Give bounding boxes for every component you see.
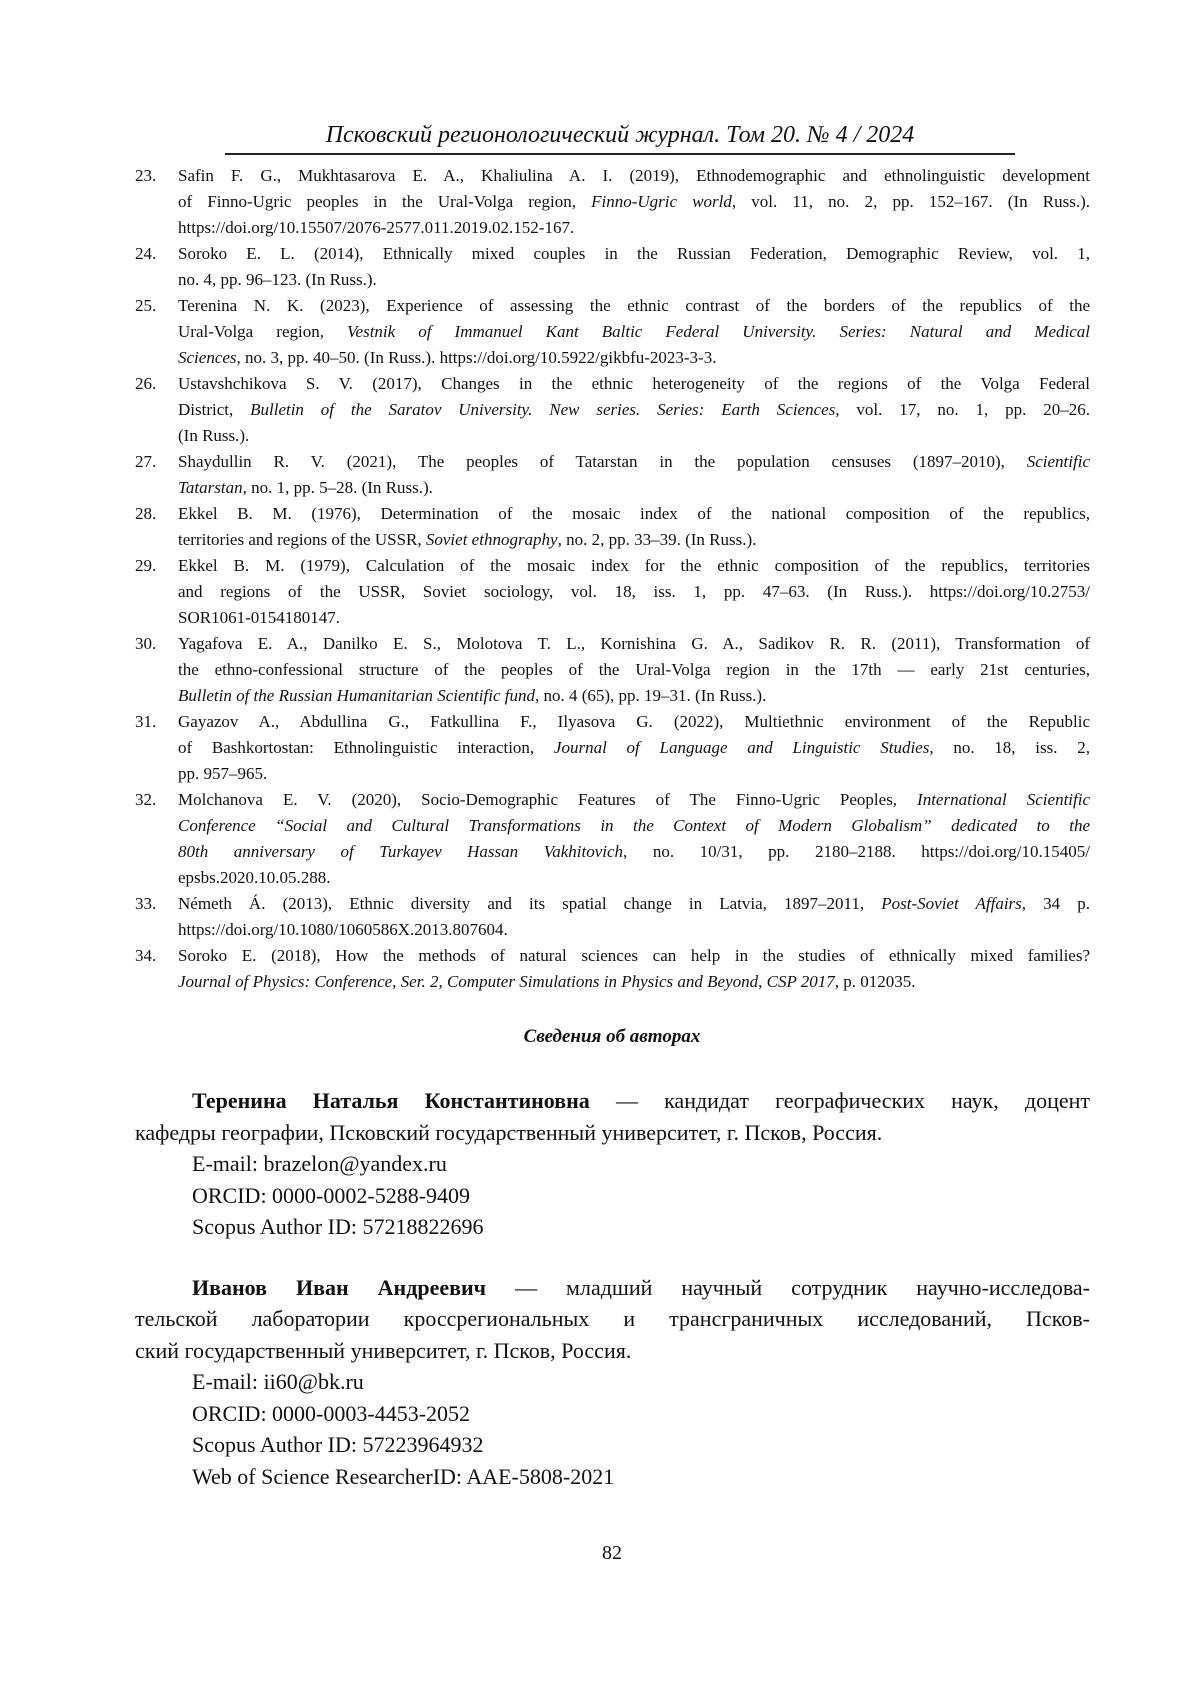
- reference-line: [178, 657, 1090, 683]
- text-segment: vol. 17, no. 1, pp. 20–26.: [840, 400, 1090, 419]
- text-segment: Terenina N. K. (2023), Experience of assessing the ethnic contrast of the borders of the republics of the: [178, 296, 1090, 315]
- author-identifier: [135, 1180, 1090, 1212]
- reference-line-text: [178, 293, 1090, 319]
- reference-line: [178, 371, 1090, 397]
- reference-line-text: [178, 267, 377, 293]
- reference-line-text: [178, 163, 1090, 189]
- reference-item: [135, 891, 1090, 943]
- text-segment: of Bashkortostan: Ethnolinguistic interaction,: [178, 738, 554, 757]
- reference-line: [178, 683, 1090, 709]
- italic-title-segment: Sciences: [178, 348, 237, 367]
- author-identifier: [135, 1211, 1090, 1243]
- italic-title-segment: Tatarstan: [178, 478, 243, 497]
- text-segment: Ekkel B. M. (1979), Calculation of the mosaic index for the ethnic composition of the republics, territories: [178, 556, 1090, 575]
- author-description-line: [135, 1303, 1090, 1335]
- text-segment: , 34 p.: [1022, 894, 1090, 913]
- reference-line: [178, 813, 1090, 839]
- reference-item: [135, 553, 1090, 631]
- reference-line: [178, 891, 1090, 917]
- reference-item: [135, 449, 1090, 501]
- italic-title-segment: International Scientific: [917, 790, 1090, 809]
- reference-number: 23.: [135, 163, 156, 189]
- reference-line-text: [178, 709, 1090, 735]
- reference-line: [178, 865, 1090, 891]
- reference-line: [178, 605, 1090, 631]
- text-segment: pp. 957–965.: [178, 764, 267, 783]
- reference-line-text: [178, 241, 1090, 267]
- author-block: [135, 1272, 1090, 1493]
- text-segment: , no. 3, pp. 40–50. (In Russ.). https://doi.org/10.5922/gikbfu-2023-3-3.: [237, 348, 717, 367]
- italic-title-segment: Bulletin of the Saratov University. New series. Series: Earth Sciences,: [250, 400, 839, 419]
- text-segment: (In Russ.).: [178, 426, 249, 445]
- page-number: 82: [0, 1540, 1200, 1566]
- author-identifier: [135, 1429, 1090, 1461]
- reference-line-text: [178, 501, 1090, 527]
- author-description: — младший научный сотрудник научно-исследова-: [486, 1275, 1090, 1300]
- text-segment: no. 4, pp. 96–123. (In Russ.).: [178, 270, 377, 289]
- author-description-line: [135, 1335, 1090, 1367]
- italic-title-segment: Vestnik of Immanuel Kant Baltic Federal University. Series: Natural and Medical: [347, 322, 1090, 341]
- reference-line-text: [178, 449, 1090, 475]
- author-description-line: [135, 1272, 1090, 1304]
- italic-title-segment: Post-Soviet Affairs: [881, 894, 1022, 913]
- author-identifier: [135, 1366, 1090, 1398]
- text-segment: Shaydullin R. V. (2021), The peoples of Tatarstan in the population censuses (1897–2010),: [178, 452, 1027, 471]
- reference-line-text: [178, 605, 340, 631]
- text-segment: , no. 18, iss. 2,: [929, 738, 1090, 757]
- reference-line: [178, 267, 1090, 293]
- reference-list: [135, 163, 1090, 995]
- text-segment: Ustavshchikova S. V. (2017), Changes in the ethnic heterogeneity of the regions of the Volga Federal: [178, 374, 1090, 393]
- author-description-line: [135, 1117, 1090, 1149]
- text-segment: Gayazov A., Abdullina G., Fatkullina F., Ilyasova G. (2022), Multiethnic environment of the Republic: [178, 712, 1090, 731]
- reference-item: [135, 631, 1090, 709]
- authors-section-title: Сведения об авторах: [0, 1024, 1200, 1050]
- reference-line-text: [178, 657, 1090, 683]
- reference-line: [178, 475, 1090, 501]
- reference-line: [178, 163, 1090, 189]
- author-name: Иванов Иван Андреевич: [192, 1275, 486, 1300]
- reference-line-text: [178, 761, 267, 787]
- text-segment: Safin F. G., Mukhtasarova E. A., Khaliulina A. I. (2019), Ethnodemographic and ethnolinguistic development: [178, 166, 1090, 185]
- reference-line: [178, 241, 1090, 267]
- italic-title-segment: Soviet ethnography: [426, 530, 558, 549]
- reference-line-text: [178, 787, 1090, 813]
- reference-line-text: [178, 943, 1090, 969]
- author-line-text: [192, 1085, 1090, 1117]
- reference-number: 28.: [135, 501, 156, 527]
- reference-item: [135, 293, 1090, 371]
- reference-line-text: [178, 475, 433, 501]
- reference-line-text: [178, 345, 716, 371]
- author-identifier-text: ORCID: 0000-0003-4453-2052: [192, 1398, 470, 1430]
- author-identifier: [135, 1461, 1090, 1493]
- reference-line-text: [178, 371, 1090, 397]
- text-segment: District,: [178, 400, 250, 419]
- text-segment: , no. 4 (65), pp. 19–31. (In Russ.).: [535, 686, 766, 705]
- author-description: тельской лаборатории кроссрегиональных и трансграничных исследований, Псков-: [135, 1306, 1090, 1331]
- text-segment: Ural-Volga region,: [178, 322, 347, 341]
- reference-line-text: [178, 917, 508, 943]
- author-identifier-text: Scopus Author ID: 57223964932: [192, 1429, 484, 1461]
- reference-line: [178, 761, 1090, 787]
- author-identifier: [135, 1398, 1090, 1430]
- text-segment: , p. 012035.: [835, 972, 916, 991]
- author-identifier-text: E-mail: brazelon@yandex.ru: [192, 1148, 447, 1180]
- reference-line: [178, 969, 1090, 995]
- reference-line: [178, 709, 1090, 735]
- reference-item: [135, 371, 1090, 449]
- text-segment: Ekkel B. M. (1976), Determination of the mosaic index of the national composition of the republics,: [178, 504, 1090, 523]
- text-segment: https://doi.org/10.15507/2076-2577.011.2019.02.152-167.: [178, 218, 574, 237]
- text-segment: Soroko E. L. (2014), Ethnically mixed couples in the Russian Federation, Demographic Review, vol. 1,: [178, 244, 1090, 263]
- text-segment: https://doi.org/10.1080/1060586X.2013.807604.: [178, 920, 508, 939]
- authors-info: [135, 1085, 1090, 1521]
- author-identifier: [135, 1148, 1090, 1180]
- reference-line: [178, 917, 1090, 943]
- reference-line: [178, 631, 1090, 657]
- author-block: [135, 1085, 1090, 1243]
- text-segment: Yagafova E. A., Danilko E. S., Molotova T. L., Kornishina G. A., Sadikov R. R. (2011), Transformation of: [178, 634, 1090, 653]
- reference-line-text: [178, 631, 1090, 657]
- author-description: — кандидат географических наук, доцент: [590, 1088, 1090, 1113]
- author-identifier-text: ORCID: 0000-0002-5288-9409: [192, 1180, 470, 1212]
- reference-line-text: [178, 319, 1090, 345]
- author-identifier-text: Web of Science ResearcherID: AAE-5808-2021: [192, 1461, 614, 1493]
- reference-line: [178, 293, 1090, 319]
- reference-line: [178, 215, 1090, 241]
- text-segment: territories and regions of the USSR,: [178, 530, 426, 549]
- author-description: ский государственный университет, г. Псков, Россия.: [135, 1338, 631, 1363]
- reference-line: [178, 501, 1090, 527]
- reference-item: [135, 501, 1090, 553]
- author-line-text: [192, 1272, 1090, 1304]
- reference-number: 33.: [135, 891, 156, 917]
- text-segment: , vol. 11, no. 2, pp. 152–167. (In Russ.).: [732, 192, 1090, 211]
- text-segment: , no. 10/31, pp. 2180–2188. https://doi.org/10.15405/: [623, 842, 1090, 861]
- reference-item: [135, 787, 1090, 891]
- reference-line-text: [178, 527, 756, 553]
- reference-line-text: [178, 423, 249, 449]
- text-segment: epsbs.2020.10.05.288.: [178, 868, 331, 887]
- italic-title-segment: Journal of Physics: Conference, Ser. 2, Computer Simulations in Physics and Beyond, CSP 2017: [178, 972, 835, 991]
- reference-number: 25.: [135, 293, 156, 319]
- author-description: кафедры географии, Псковский государственный университет, г. Псков, Россия.: [135, 1120, 882, 1145]
- reference-line-text: [178, 735, 1090, 761]
- author-line-text: [135, 1335, 631, 1367]
- reference-line: [178, 527, 1090, 553]
- reference-number: 26.: [135, 371, 156, 397]
- reference-line: [178, 449, 1090, 475]
- reference-line-text: [178, 397, 1090, 423]
- reference-line-text: [178, 683, 766, 709]
- reference-number: 24.: [135, 241, 156, 267]
- italic-title-segment: Conference “Social and Cultural Transformations in the Context of Modern Globalism” dedicated to the: [178, 816, 1090, 835]
- text-segment: SOR1061-0154180147.: [178, 608, 340, 627]
- author-line-text: [135, 1117, 882, 1149]
- reference-item: [135, 241, 1090, 293]
- reference-line: [178, 423, 1090, 449]
- reference-line: [178, 189, 1090, 215]
- reference-line-text: [178, 215, 574, 241]
- reference-line-text: [178, 579, 1090, 605]
- reference-item: [135, 709, 1090, 787]
- reference-line: [178, 735, 1090, 761]
- reference-line-text: [178, 839, 1090, 865]
- text-segment: , no. 2, pp. 33–39. (In Russ.).: [558, 530, 757, 549]
- italic-title-segment: Finno-Ugric world: [591, 192, 732, 211]
- reference-number: 27.: [135, 449, 156, 475]
- reference-line: [178, 319, 1090, 345]
- text-segment: and regions of the USSR, Soviet sociology, vol. 18, iss. 1, pp. 47–63. (In Russ.). https://doi.org/10.2753/: [178, 582, 1090, 601]
- running-header: Псковский регионологический журнал. Том 20. № 4 / 2024: [225, 120, 1015, 155]
- reference-line: [178, 839, 1090, 865]
- reference-line: [178, 943, 1090, 969]
- italic-title-segment: Scientific: [1027, 452, 1090, 471]
- reference-line: [178, 553, 1090, 579]
- reference-item: [135, 943, 1090, 995]
- reference-number: 31.: [135, 709, 156, 735]
- reference-line-text: [178, 865, 331, 891]
- italic-title-segment: 80th anniversary of Turkayev Hassan Vakhitovich: [178, 842, 623, 861]
- text-segment: Molchanova E. V. (2020), Socio-Demographic Features of The Finno-Ugric Peoples,: [178, 790, 917, 809]
- italic-title-segment: Journal of Language and Linguistic Studies: [554, 738, 929, 757]
- author-description-line: [135, 1085, 1090, 1117]
- reference-line-text: [178, 189, 1090, 215]
- reference-line-text: [178, 553, 1090, 579]
- reference-line: [178, 787, 1090, 813]
- author-name: Теренина Наталья Константиновна: [192, 1088, 590, 1113]
- reference-number: 30.: [135, 631, 156, 657]
- reference-line-text: [178, 813, 1090, 839]
- reference-line: [178, 579, 1090, 605]
- author-identifier-text: Scopus Author ID: 57218822696: [192, 1211, 484, 1243]
- reference-line-text: [178, 969, 916, 995]
- reference-line-text: [178, 891, 1090, 917]
- reference-item: [135, 163, 1090, 241]
- text-segment: Soroko E. (2018), How the methods of natural sciences can help in the studies of ethnically mixed families?: [178, 946, 1090, 965]
- reference-number: 32.: [135, 787, 156, 813]
- text-segment: Németh Á. (2013), Ethnic diversity and its spatial change in Latvia, 1897–2011,: [178, 894, 881, 913]
- text-segment: the ethno-confessional structure of the peoples of the Ural-Volga region in the 17th — early 21st centuries,: [178, 660, 1090, 679]
- reference-line: [178, 397, 1090, 423]
- reference-line: [178, 345, 1090, 371]
- author-identifier-text: E-mail: ii60@bk.ru: [192, 1366, 364, 1398]
- italic-title-segment: Bulletin of the Russian Humanitarian Scientific fund: [178, 686, 535, 705]
- reference-number: 29.: [135, 553, 156, 579]
- text-segment: , no. 1, pp. 5–28. (In Russ.).: [243, 478, 433, 497]
- reference-number: 34.: [135, 943, 156, 969]
- author-line-text: [135, 1303, 1090, 1335]
- text-segment: of Finno-Ugric peoples in the Ural-Volga region,: [178, 192, 591, 211]
